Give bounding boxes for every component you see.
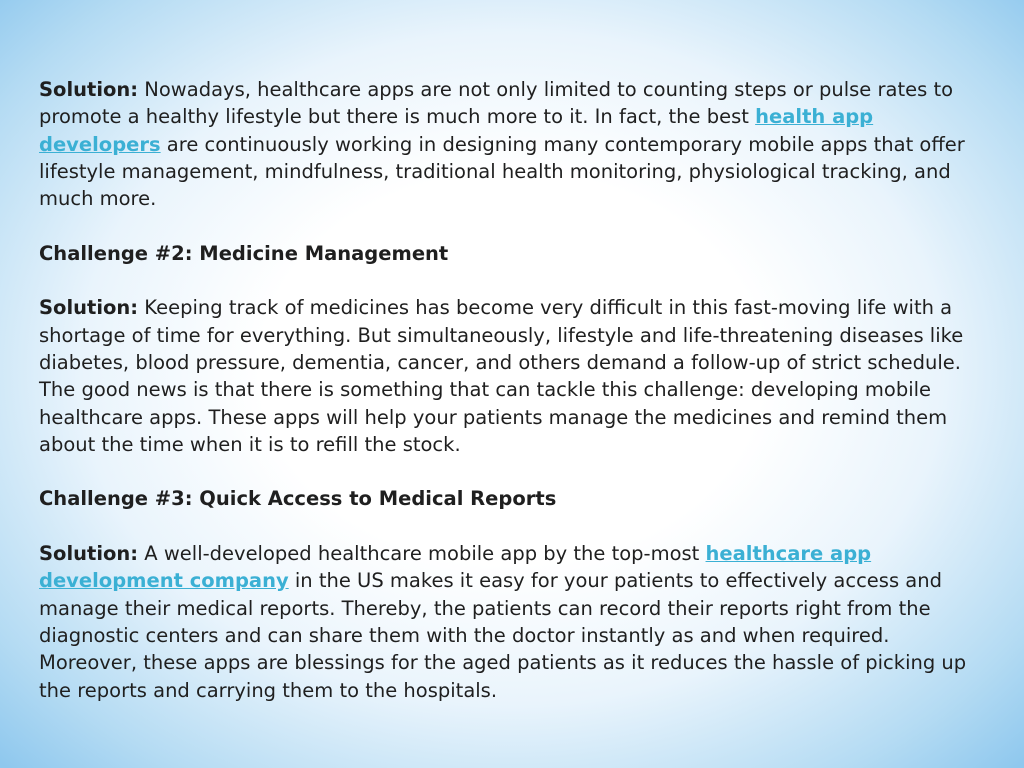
- challenge-2-heading: Challenge #2: Medicine Management: [39, 241, 449, 265]
- health-app-developers-link[interactable]: health app developers: [39, 105, 874, 156]
- solution-label: Solution:: [39, 78, 139, 101]
- paragraph-text: Keeping track of medicines has become very difficult in this fast-moving life with a shortage of time for everything. But simultaneously, lifestyle and life-threatening diseases like diabetes, blood pressure, dementia, cancer, and others demand a follow-up of strict schedule. The good news is that there is something that can tackle this challenge: developing mobile healthcare apps. These apps will help your patients manage the medicines and remind them about the time when it is to refill the stock.: [39, 296, 964, 456]
- solution-paragraph-3: [39, 540, 989, 704]
- challenge-3-heading: Challenge #3: Quick Access to Medical Reports: [39, 487, 557, 511]
- solution-paragraph-2: [39, 294, 989, 458]
- solution-label: Solution:: [39, 296, 139, 320]
- solution-label: Solution:: [39, 542, 139, 566]
- paragraph-text: Nowadays, healthcare apps are not only limited to counting steps or pulse rates to promote a healthy lifestyle but there is much more to it. In fact, the best: [39, 78, 954, 129]
- healthcare-app-development-company-link[interactable]: healthcare app development company: [39, 542, 872, 593]
- slide-content: [39, 76, 989, 731]
- paragraph-text: A well-developed healthcare mobile app by the top-most: [138, 542, 706, 566]
- solution-paragraph-1: [39, 76, 989, 212]
- paragraph-text: in the US makes it easy for your patients to effectively access and manage their medical reports. Thereby, the patients can record their reports right from the diagnostic centers and can share them with the doctor instantly as and when required. Moreover, these apps are blessings for the aged patients as it reduces the hassle of picking up the reports and carrying them to the hospitals.: [39, 569, 967, 702]
- paragraph-text: are continuously working in designing many contemporary mobile apps that offer lifestyle management, mindfulness, traditional health monitoring, physiological tracking, and much more.: [39, 132, 965, 211]
